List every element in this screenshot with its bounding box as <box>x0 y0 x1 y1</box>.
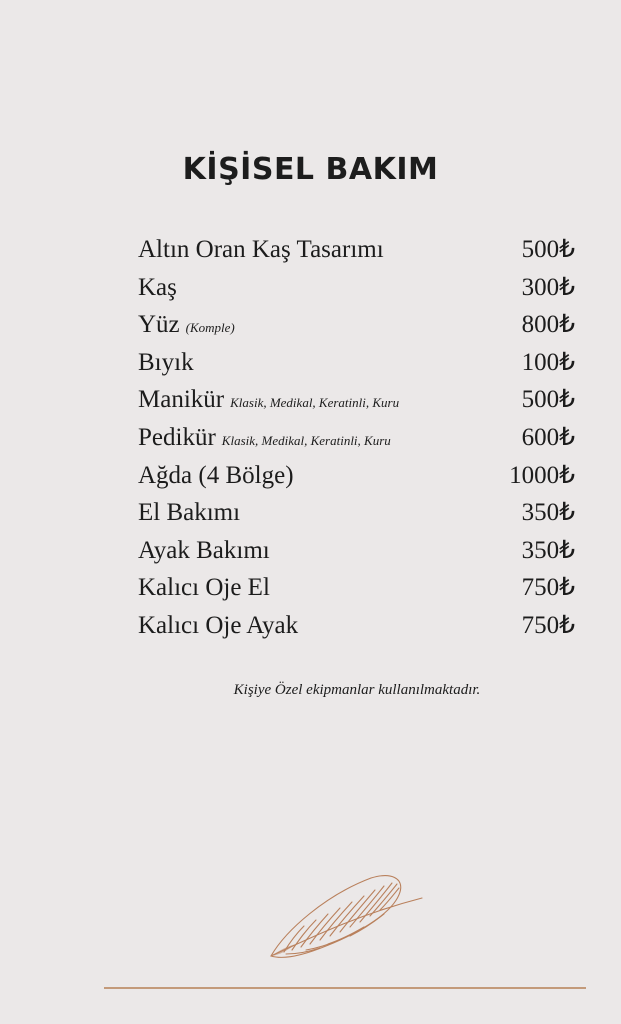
list-item <box>138 381 575 419</box>
service-list <box>138 231 575 645</box>
item-label <box>138 381 399 418</box>
list-item <box>138 607 575 645</box>
list-item <box>138 457 575 495</box>
list-item <box>138 231 575 269</box>
item-label <box>138 532 270 569</box>
item-price: 350₺ <box>521 536 575 564</box>
item-price: 600₺ <box>521 423 575 451</box>
item-name: Kalıcı Oje Ayak <box>138 611 299 639</box>
item-price: 750₺ <box>521 574 575 602</box>
item-name: El Bakımı <box>138 499 241 527</box>
item-label <box>138 344 194 381</box>
item-name: Pedikür <box>138 423 216 451</box>
item-price: 1000₺ <box>509 461 575 489</box>
item-label <box>138 269 177 306</box>
item-label <box>138 457 294 494</box>
item-price: 800₺ <box>521 311 575 339</box>
item-name: Altın Oran Kaş Tasarımı <box>138 236 384 263</box>
list-item <box>138 269 575 307</box>
leaf-icon <box>266 870 424 965</box>
list-item <box>138 419 575 457</box>
item-name: Kaş <box>138 273 177 301</box>
item-name: Bıyık <box>138 348 194 376</box>
item-note: Klasik, Medikal, Keratinli, Kuru <box>221 432 391 448</box>
item-label <box>138 419 391 456</box>
item-label <box>138 569 270 606</box>
list-item <box>138 494 575 532</box>
item-price: 500₺ <box>521 236 575 263</box>
item-name: Yüz <box>138 311 180 339</box>
item-label <box>138 231 384 268</box>
footer-note: Kişiye Özel ekipmanlar kullanılmaktadır. <box>233 682 481 698</box>
item-price: 300₺ <box>521 273 575 301</box>
bottom-divider <box>104 987 586 989</box>
page-title: KİŞİSEL BAKIM <box>182 152 439 187</box>
item-note: Klasik, Medikal, Keratinli, Kuru <box>230 395 400 411</box>
list-item <box>138 532 575 570</box>
item-label <box>138 607 298 644</box>
item-price: 500₺ <box>521 386 575 414</box>
item-price: 750₺ <box>521 611 575 639</box>
item-note: (Komple) <box>185 320 235 336</box>
item-name: Ayak Bakımı <box>138 536 270 564</box>
item-label <box>138 306 235 343</box>
list-item <box>138 306 575 344</box>
list-item <box>138 344 575 382</box>
item-name: Ağda (4 Bölge) <box>138 461 294 489</box>
item-label <box>138 494 240 531</box>
item-price: 100₺ <box>521 348 575 376</box>
item-price: 350₺ <box>521 499 575 527</box>
item-name: Kalıcı Oje El <box>138 574 270 602</box>
item-name: Manikür <box>138 386 225 414</box>
list-item <box>138 569 575 607</box>
